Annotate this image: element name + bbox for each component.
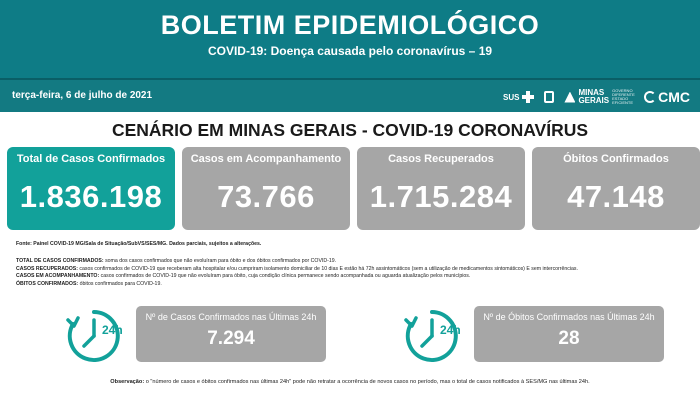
definition-term: CASOS EM ACOMPANHAMENTO: [16, 273, 100, 279]
definition-term: CASOS RECUPERADOS: [16, 265, 78, 272]
mg-logo-line1: MINAS [578, 88, 605, 97]
last24-value: 7.294 [207, 328, 255, 349]
mg-logo-line2: GERAIS [578, 96, 610, 105]
bulletin-date: terça-feira, 6 de julho de 2021 [12, 90, 153, 101]
definition-item [16, 273, 696, 281]
data-source: Fonte: Painel COVID-19 MG/Sala de Situação/SubVS/SES/MG. Dados parciais, sujeitos a alterações. [16, 241, 262, 247]
cmc-logo-text: CMC [658, 89, 690, 105]
card-value: 73.766 [217, 179, 315, 214]
health-dept-icon [544, 91, 554, 103]
last24-value: 28 [558, 328, 580, 349]
footnote-text: o "número de casos e óbitos confirmados nas últimas 24h" pode não retratar a ocorrência de novos casos no período, mas o total de casos notificados à SES/MG nas últimas 24h. [144, 379, 590, 385]
section-title: CENÁRIO EM MINAS GERAIS - COVID-19 CORONAVÍRUS [111, 120, 589, 140]
card-value: 1.715.284 [369, 179, 513, 214]
definition-text: óbitos confirmados para COVID-19. [78, 280, 162, 287]
card-label: Total de Casos Confirmados [16, 153, 166, 165]
last24-label: Nº de Óbitos Confirmados nas Últimas 24h [483, 312, 655, 322]
mg-logo-tagline: GOVERNO DIFERENTE ESTADO EFICIENTE [612, 88, 635, 105]
date-bar [0, 78, 700, 112]
clock-24h-text: 24h [102, 323, 123, 337]
bulletin-subtitle: COVID-19: Doença causada pelo coronavírus – 19 [207, 44, 493, 58]
cmc-ring-icon [644, 91, 656, 103]
definition-item [16, 258, 696, 266]
card-label: Óbitos Confirmados [563, 153, 669, 165]
definition-text: casos confirmados de COVID-19 que não evoluíram para óbito, cuja condição clínica permanece sendo acompanhada ou aguarda atualização pelos municípios. [99, 273, 471, 279]
card-label: Casos em Acompanhamento [190, 153, 342, 165]
card-total-confirmed [7, 147, 175, 230]
sus-logo-text: SUS [502, 92, 520, 102]
last24-cases-box [136, 306, 326, 362]
cross-icon [522, 91, 534, 103]
definition-text: casos confirmados de COVID-19 que receberam alta hospitalar e/ou cumpriram isolamento domiciliar de 10 dias E estão há 72h assintomáticos (sem a utilização de medicamentos sintomáticos) E sem intercorrências. [77, 265, 578, 272]
last24-deaths-box [474, 306, 664, 362]
card-label: Casos Recuperados [388, 153, 494, 165]
definition-item [16, 266, 696, 274]
sus-logo [503, 91, 534, 103]
clock-24h-icon [402, 306, 462, 366]
footnote-term: Observação: [110, 379, 145, 385]
definition-term: TOTAL DE CASOS CONFIRMADOS: [16, 258, 104, 264]
last24-label: Nº de Casos Confirmados nas Últimas 24h [145, 312, 317, 322]
card-recovered [357, 147, 525, 230]
definitions [16, 258, 696, 288]
cmc-logo [644, 89, 690, 105]
footnote [0, 379, 700, 385]
header-banner [0, 0, 700, 78]
card-value: 47.148 [567, 179, 665, 214]
logo-strip [503, 87, 690, 107]
card-value: 1.836.198 [19, 179, 163, 214]
card-in-followup [182, 147, 350, 230]
minas-gerais-logo [564, 89, 634, 105]
definition-term: ÓBITOS CONFIRMADOS: [16, 280, 79, 287]
clock-24h-icon [64, 306, 124, 366]
definition-item [16, 281, 696, 289]
clock-24h-text: 24h [440, 323, 461, 337]
definition-text: soma dos casos confirmados que não evoluíram para óbito e dos óbitos confirmados por COVID-19. [103, 258, 337, 264]
mountain-icon [564, 92, 575, 103]
bulletin-title: BOLETIM EPIDEMIOLÓGICO [160, 10, 540, 40]
card-deaths [532, 147, 700, 230]
